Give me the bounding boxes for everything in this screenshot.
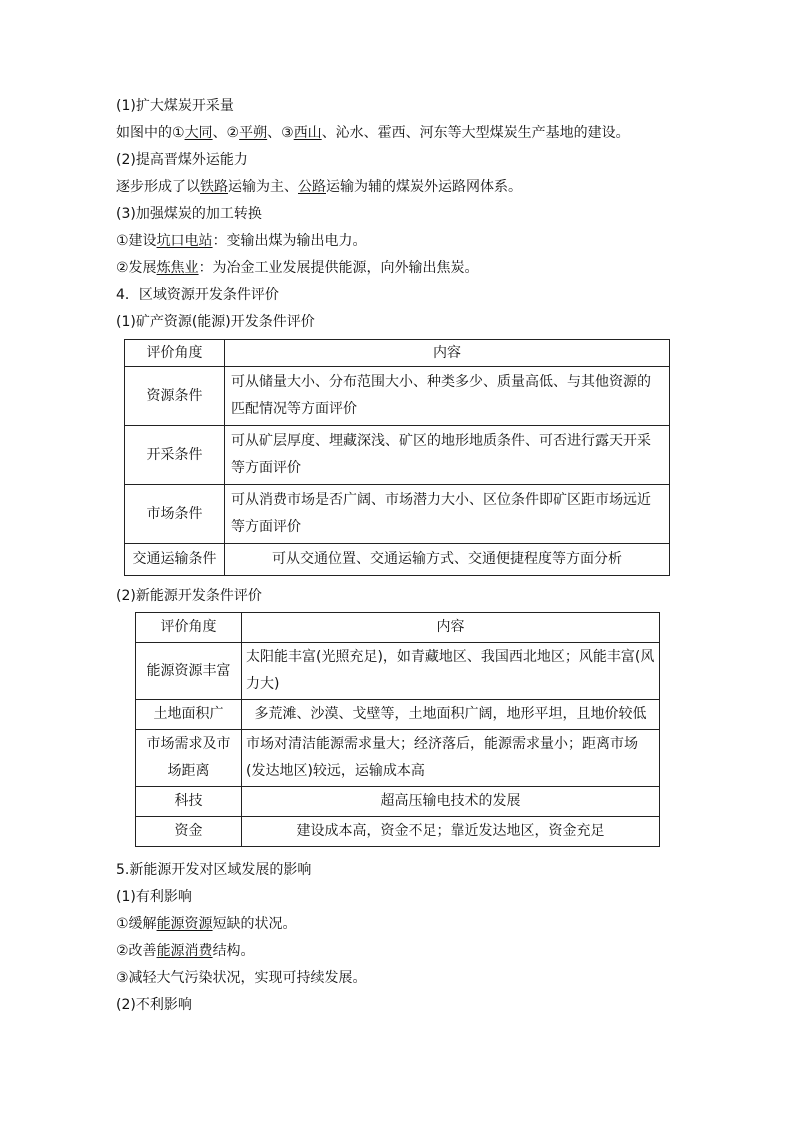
text-fragment: ①建设	[116, 233, 157, 249]
mineral-evaluation-table	[124, 339, 670, 576]
text-fragment: ：为冶金工业发展提供能源，向外输出焦炭。	[198, 260, 479, 276]
text-fragment: 结构。	[212, 943, 255, 959]
underlined-term-power-station: 坑口电站	[156, 233, 213, 249]
section5-point-3: ③减轻大气污染状况，实现可持续发展。	[116, 970, 367, 986]
item2-title: (2)提高晋煤外运能力	[116, 152, 248, 168]
table-cell-label: 科技	[136, 787, 242, 817]
table-row	[136, 643, 660, 700]
table-cell-label: 资源条件	[125, 367, 225, 426]
table-row	[136, 700, 660, 730]
section4-title: 4．区域资源开发条件评价	[116, 287, 279, 303]
item3-title: (3)加强煤炭的加工转换	[116, 206, 262, 222]
text-fragment: ②改善	[116, 943, 157, 959]
text-fragment: 、沁水、霍西、河东等大型煤炭生产基地的建设。	[321, 125, 630, 141]
section5-point-1	[116, 914, 297, 934]
table-row	[125, 367, 670, 426]
table-header-cell: 内容	[242, 613, 660, 643]
text-fragment: ②发展	[116, 260, 157, 276]
table-cell-label: 市场条件	[125, 485, 225, 544]
underlined-term-highway: 公路	[298, 179, 326, 195]
text-fragment: 、③	[267, 125, 294, 141]
underlined-term-energy-resources: 能源资源	[156, 916, 213, 932]
text-fragment: 如图中的①	[116, 125, 185, 141]
section5-sub2: (2)不利影响	[116, 997, 192, 1013]
underlined-term-energy-consumption: 能源消费	[156, 943, 213, 959]
table-header-row	[125, 340, 670, 367]
item1-title: (1)扩大煤炭开采量	[116, 98, 234, 114]
table-cell-content: 可从交通位置、交通运输方式、交通便捷程度等方面分析	[225, 544, 670, 576]
table-row	[125, 485, 670, 544]
section4-sub2: (2)新能源开发条件评价	[116, 588, 262, 604]
item3-point-b	[116, 258, 479, 278]
table-cell-content: 可从储量大小、分布范围大小、种类多少、质量高低、与其他资源的匹配情况等方面评价	[225, 367, 670, 426]
underlined-term-pingshuo: 平朔	[239, 125, 268, 141]
section5-sub1: (1)有利影响	[116, 889, 192, 905]
table-row	[136, 787, 660, 817]
table-cell-label: 市场需求及市场距离	[136, 730, 242, 787]
table-cell-content: 市场对清洁能源需求量大；经济落后，能源需求量小；距离市场(发达地区)较远，运输成本高	[242, 730, 660, 787]
section5-title: 5.新能源开发对区域发展的影响	[116, 862, 312, 878]
text-fragment: 、②	[212, 125, 240, 141]
text-fragment: 短缺的状况。	[212, 916, 297, 932]
new-energy-evaluation-table	[135, 612, 660, 847]
item1-text	[116, 123, 630, 143]
table-cell-content: 可从矿层厚度、埋藏深浅、矿区的地形地质条件、可否进行露天开采等方面评价	[225, 426, 670, 485]
underlined-term-datong: 大同	[184, 125, 213, 141]
table-cell-label: 交通运输条件	[125, 544, 225, 576]
table-row	[125, 426, 670, 485]
table-header-cell: 内容	[225, 340, 670, 367]
table-row	[125, 544, 670, 576]
table-cell-label: 能源资源丰富	[136, 643, 242, 700]
text-fragment: 运输为辅的煤炭外运路网体系。	[326, 179, 522, 195]
table-cell-content: 超高压输电技术的发展	[242, 787, 660, 817]
table-header-cell: 评价角度	[136, 613, 242, 643]
section5-point-2	[116, 941, 255, 961]
table-header-cell: 评价角度	[125, 340, 225, 367]
table-cell-label: 资金	[136, 817, 242, 847]
text-fragment: 运输为主、	[228, 179, 298, 195]
section4-sub1: (1)矿产资源(能源)开发条件评价	[116, 314, 315, 330]
table-cell-label: 开采条件	[125, 426, 225, 485]
table-cell-content: 可从消费市场是否广阔、市场潜力大小、区位条件即矿区距市场远近等方面评价	[225, 485, 670, 544]
underlined-term-xishan: 西山	[293, 125, 322, 141]
text-fragment: ：变输出煤为输出电力。	[212, 233, 367, 249]
table-header-row	[136, 613, 660, 643]
item2-text	[116, 177, 522, 197]
table-row	[136, 730, 660, 787]
table-row	[136, 817, 660, 847]
table-cell-content: 太阳能丰富(光照充足)，如青藏地区、我国西北地区；风能丰富(风力大)	[242, 643, 660, 700]
text-fragment: 逐步形成了以	[116, 179, 200, 195]
table-cell-content: 多荒滩、沙漠、戈壁等，土地面积广阔，地形平坦，且地价较低	[242, 700, 660, 730]
underlined-term-railway: 铁路	[200, 179, 228, 195]
table-cell-content: 建设成本高，资金不足；靠近发达地区，资金充足	[242, 817, 660, 847]
underlined-term-coking: 炼焦业	[156, 260, 199, 276]
table-cell-label: 土地面积广	[136, 700, 242, 730]
item3-point-a	[116, 231, 367, 251]
text-fragment: ①缓解	[116, 916, 157, 932]
